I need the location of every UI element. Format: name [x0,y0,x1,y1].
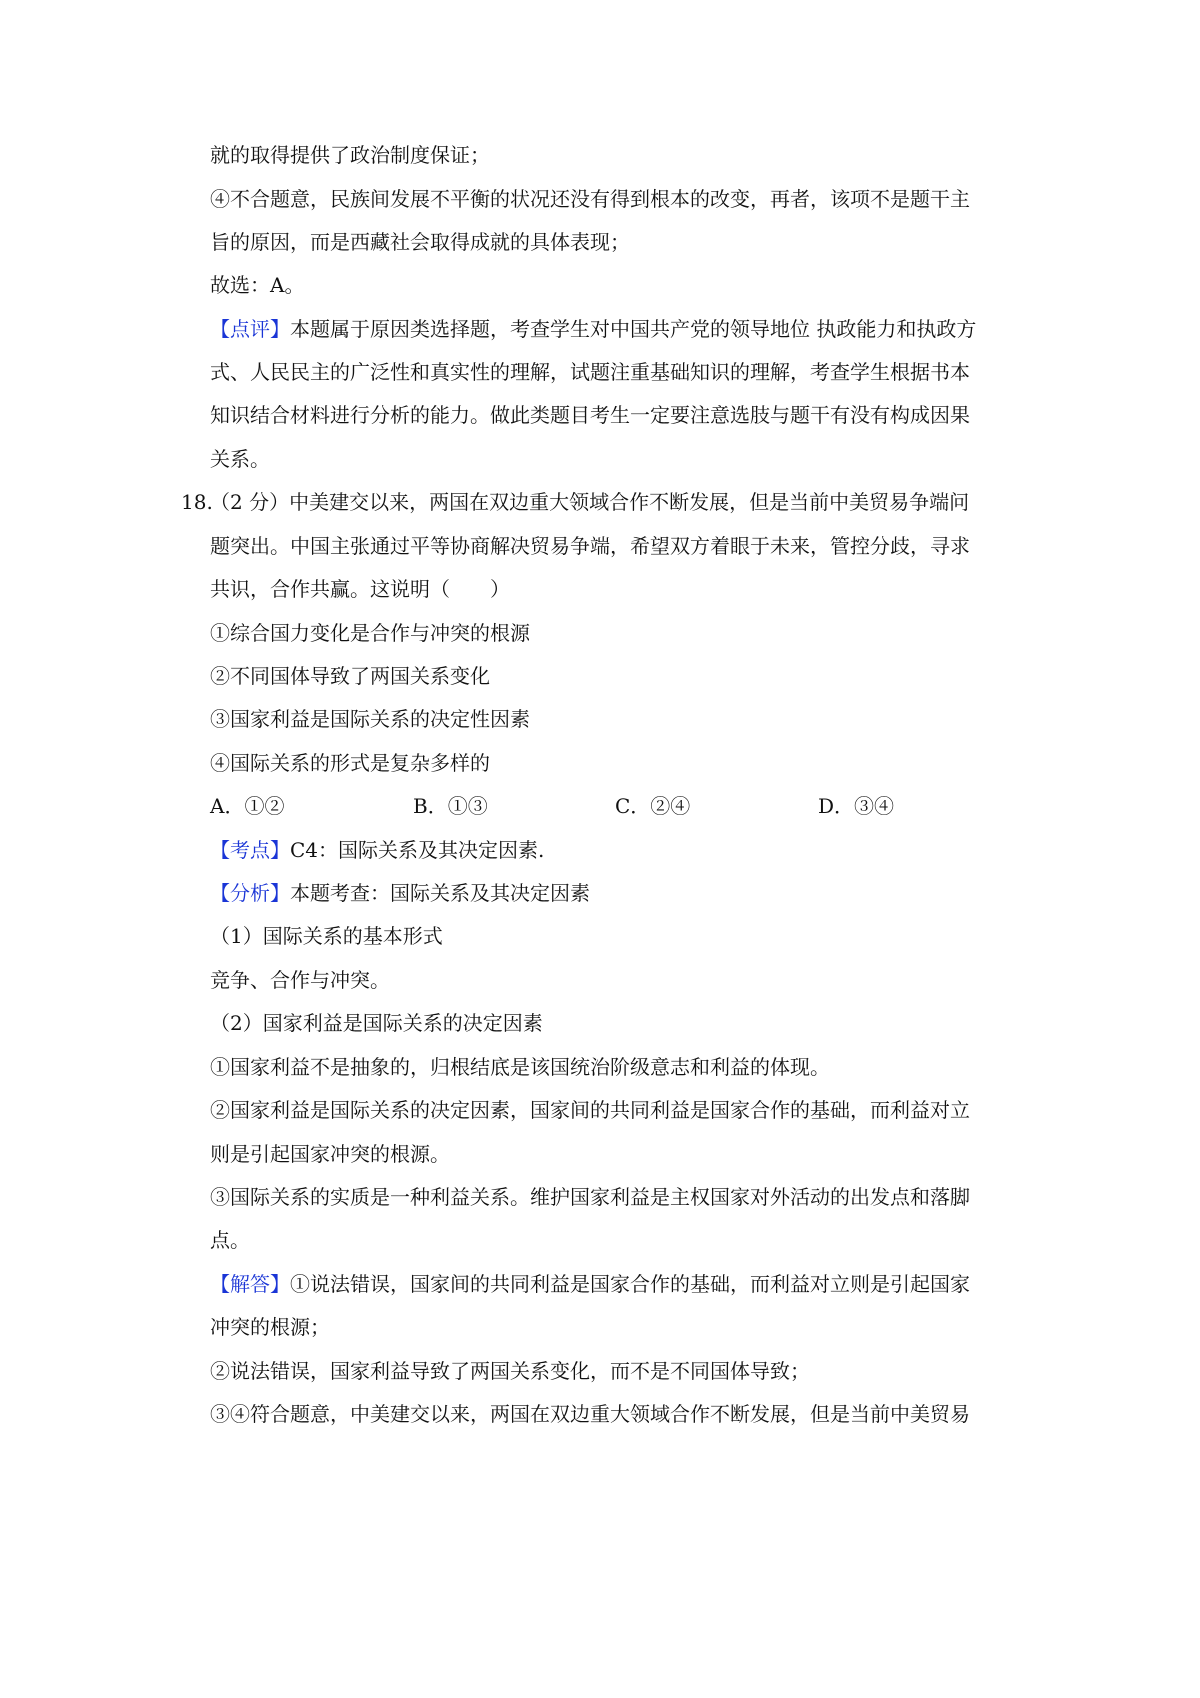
text-line: 旨的原因，而是西藏社会取得成就的具体表现； [210,230,630,254]
analysis-line: ①国家利益不是抽象的，归根结底是该国统治阶级意志和利益的体现。 [210,1055,830,1079]
option-b: B．①③ [413,794,488,818]
question-item: ④国际关系的形式是复杂多样的 [210,751,490,775]
text-line: ④不合题意，民族间发展不平衡的状况还没有得到根本的改变，再者，该项不是题干主 [210,187,970,211]
question-stem: 题突出。中国主张通过平等协商解决贸易争端，希望双方着眼于未来，管控分歧，寻求 [210,534,970,558]
option-d: D．③④ [818,794,895,818]
kaodian-text: C4：国际关系及其决定因素. [290,838,545,862]
answer-line [210,1269,1030,1299]
option-a: A．①② [210,794,285,818]
question-number: 18. [181,490,213,514]
question-stem: （2 分）中美建交以来，两国在双边重大领域合作不断发展，但是当前中美贸易争端问 [210,490,970,514]
kaodian-tag: 【考点】 [210,838,290,862]
answer-line: ③④符合题意，中美建交以来，两国在双边重大领域合作不断发展，但是当前中美贸易 [210,1402,970,1426]
analysis-line: 点。 [210,1228,250,1252]
analysis-tag: 【分析】 [210,881,290,905]
review-text: 本题属于原因类选择题，考查学生对中国共产党的领导地位 执政能力和执政方 [290,317,977,341]
text-line: 就的取得提供了政治制度保证； [210,143,490,167]
question-item: ②不同国体导致了两国关系变化 [210,664,490,688]
answer-text: ①说法错误，国家间的共同利益是国家合作的基础，而利益对立则是引起国家 [290,1272,970,1296]
option-c: C．②④ [615,794,691,818]
answer-line: ②说法错误，国家利益导致了两国关系变化，而不是不同国体导致； [210,1359,810,1383]
review-tag: 【点评】 [210,317,290,341]
analysis-line: 则是引起国家冲突的根源。 [210,1142,450,1166]
answer-line: 冲突的根源； [210,1315,330,1339]
question-stem: 共识，合作共赢。这说明（ ） [210,577,510,601]
analysis-line: ②国家利益是国际关系的决定因素，国家间的共同利益是国家合作的基础，而利益对立 [210,1098,970,1122]
review-line: 知识结合材料进行分析的能力。做此类题目考生一定要注意选肢与题干有没有构成因果 [210,403,970,427]
kaodian-line [210,835,1030,865]
answer-tag: 【解答】 [210,1272,290,1296]
question-item: ③国家利益是国际关系的决定性因素 [210,707,530,731]
review-line [210,314,1030,344]
analysis-line: （1）国际关系的基本形式 [210,924,443,948]
analysis-line: ③国际关系的实质是一种利益关系。维护国家利益是主权国家对外活动的出发点和落脚 [210,1185,970,1209]
review-line: 关系。 [210,447,270,471]
analysis-line: （2）国家利益是国际关系的决定因素 [210,1011,543,1035]
review-line: 式、人民民主的广泛性和真实性的理解，试题注重基础知识的理解，考查学生根据书本 [210,360,970,384]
analysis-line [210,878,1030,908]
question-item: ①综合国力变化是合作与冲突的根源 [210,621,530,645]
analysis-text: 本题考查：国际关系及其决定因素 [290,881,590,905]
analysis-line: 竞争、合作与冲突。 [210,968,390,992]
text-line: 故选：A。 [210,273,305,297]
